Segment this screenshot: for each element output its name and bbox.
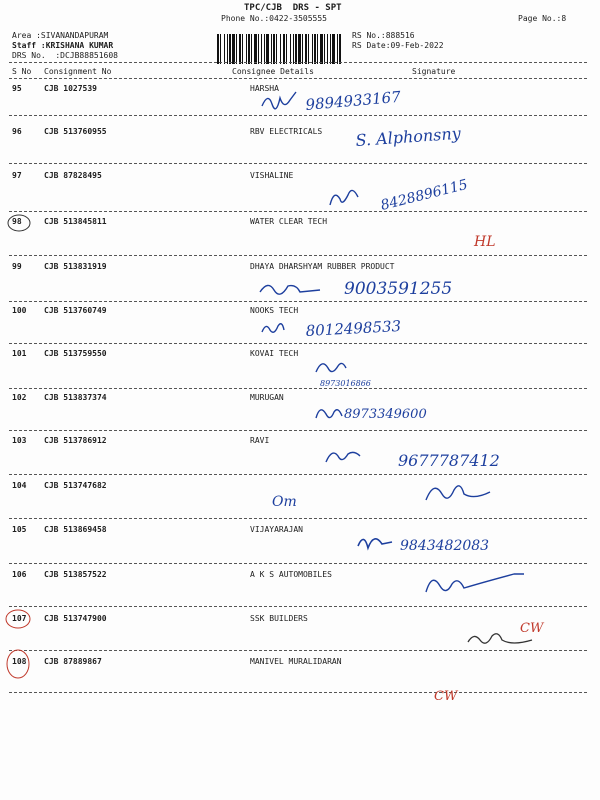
row-consignment: CJB 513759550 bbox=[44, 349, 107, 358]
drs-number: DRS No. :DCJB88851608 bbox=[12, 51, 118, 60]
col-consignment: Consignment No bbox=[44, 67, 112, 76]
table-row bbox=[0, 84, 600, 128]
barcode-bar bbox=[330, 34, 331, 64]
table-row bbox=[0, 349, 600, 393]
barcode-bar bbox=[251, 34, 252, 64]
row-divider bbox=[9, 430, 587, 431]
row-sno: 98 bbox=[12, 217, 22, 226]
barcode-bar bbox=[229, 34, 231, 64]
barcode-bar bbox=[232, 34, 235, 64]
header-rule-bottom bbox=[9, 78, 587, 79]
handwriting-96: S. Alphonsny bbox=[354, 123, 462, 150]
table-row bbox=[0, 262, 600, 306]
row-consignee: VIJAYARAJAN bbox=[250, 525, 303, 534]
phone-number: Phone No.:0422-3505555 bbox=[221, 14, 327, 23]
handwriting-101: 8973016866 bbox=[320, 379, 371, 388]
barcode-bar bbox=[327, 34, 328, 64]
row-sno: 99 bbox=[12, 262, 22, 271]
row-consignment: CJB 513845811 bbox=[44, 217, 107, 226]
row-consignment: CJB 513747900 bbox=[44, 614, 107, 623]
row-consignee: MANIVEL MURALIDARAN bbox=[250, 657, 342, 666]
row-consignment: CJB 513760749 bbox=[44, 306, 107, 315]
row-consignment: CJB 513747682 bbox=[44, 481, 107, 490]
barcode-bar bbox=[308, 34, 309, 64]
row-consignment: CJB 513760955 bbox=[44, 127, 107, 136]
table-row bbox=[0, 657, 600, 701]
row-sno: 106 bbox=[12, 570, 27, 579]
row-consignment: CJB 513857522 bbox=[44, 570, 107, 579]
barcode-bar bbox=[302, 34, 303, 64]
rs-number: RS No.:888516 bbox=[352, 31, 415, 40]
handwriting-103: 9677787412 bbox=[398, 451, 500, 470]
row-divider bbox=[9, 255, 587, 256]
barcode-bar bbox=[264, 34, 265, 64]
row-consignment: CJB 87828495 bbox=[44, 171, 102, 180]
col-consignee: Consignee Details bbox=[232, 67, 314, 76]
barcode-bar bbox=[337, 34, 338, 64]
sheet-title: TPC/CJB DRS - SPT bbox=[244, 3, 342, 13]
handwriting-102: 8973349600 bbox=[344, 407, 427, 422]
page-number: Page No.:8 bbox=[518, 14, 567, 23]
row-divider bbox=[9, 474, 587, 475]
barcode-bar bbox=[280, 34, 281, 64]
barcode-bar bbox=[236, 34, 237, 64]
barcode-bar bbox=[324, 34, 325, 64]
barcode-bar bbox=[295, 34, 297, 64]
table-row bbox=[0, 570, 600, 614]
barcode-bar bbox=[239, 34, 241, 64]
barcode-bar bbox=[227, 34, 228, 64]
row-sno: 108 bbox=[12, 657, 27, 666]
header-rule bbox=[9, 62, 587, 63]
row-divider bbox=[9, 301, 587, 302]
handwriting-100: 8012498533 bbox=[305, 317, 402, 340]
row-divider bbox=[9, 606, 587, 607]
barcode-bar bbox=[266, 34, 269, 64]
barcode-bar bbox=[293, 34, 294, 64]
area-label: Area :SIVANANDAPURAM bbox=[12, 31, 109, 40]
col-signature: Signature bbox=[412, 67, 456, 76]
handwriting-97: 8428896115 bbox=[379, 176, 470, 214]
row-divider bbox=[9, 692, 587, 693]
row-consignment: CJB 513837374 bbox=[44, 393, 107, 402]
barcode-bar bbox=[217, 34, 219, 64]
handwriting-95: 9894933167 bbox=[304, 87, 402, 114]
row-consignee: A K S AUTOMOBILES bbox=[250, 570, 332, 579]
staff-label: Staff :KRISHANA KUMAR bbox=[12, 41, 114, 50]
barcode-bar bbox=[246, 34, 247, 64]
barcode-bar bbox=[276, 34, 277, 64]
row-sno: 100 bbox=[12, 306, 27, 315]
barcode-bar bbox=[305, 34, 307, 64]
row-consignee: NOOKS TECH bbox=[250, 306, 299, 315]
barcode-bar bbox=[271, 34, 272, 64]
barcode-bar bbox=[273, 34, 275, 64]
row-sno: 107 bbox=[12, 614, 27, 623]
row-consignment: CJB 87889867 bbox=[44, 657, 102, 666]
row-consignee: SSK BUILDERS bbox=[250, 614, 308, 623]
row-divider bbox=[9, 388, 587, 389]
barcode-bar bbox=[220, 34, 221, 64]
barcode-bar bbox=[248, 34, 250, 64]
row-divider bbox=[9, 115, 587, 116]
barcode-bar bbox=[312, 34, 313, 64]
col-sno: S No bbox=[12, 67, 32, 76]
row-divider bbox=[9, 518, 587, 519]
barcode-bar bbox=[261, 34, 262, 64]
table-row bbox=[0, 614, 600, 658]
row-consignment: CJB 513869458 bbox=[44, 525, 107, 534]
rs-date: RS Date:09-Feb-2022 bbox=[352, 41, 444, 50]
row-divider bbox=[9, 163, 587, 164]
row-consignee: WATER CLEAR TECH bbox=[250, 217, 328, 226]
row-divider bbox=[9, 563, 587, 564]
barcode-bar bbox=[320, 34, 323, 64]
row-consignment: CJB 1027539 bbox=[44, 84, 97, 93]
barcode-bar bbox=[339, 34, 341, 64]
barcode-bar bbox=[258, 34, 259, 64]
row-divider bbox=[9, 343, 587, 344]
handwriting-99: 9003591255 bbox=[344, 279, 453, 299]
row-consignment: CJB 513831919 bbox=[44, 262, 107, 271]
row-divider bbox=[9, 211, 587, 212]
handwriting-98: HL bbox=[474, 234, 496, 250]
barcode-bar bbox=[242, 34, 243, 64]
row-sno: 104 bbox=[12, 481, 27, 490]
row-consignee: KOVAI TECH bbox=[250, 349, 299, 358]
handwriting-108: CW bbox=[434, 689, 458, 704]
row-consignee: RAVI bbox=[250, 436, 270, 445]
row-consignee: VISHALINE bbox=[250, 171, 294, 180]
barcode-bar bbox=[314, 34, 316, 64]
row-sno: 97 bbox=[12, 171, 22, 180]
row-sno: 103 bbox=[12, 436, 27, 445]
handwriting-105: 9843482083 bbox=[400, 538, 490, 554]
row-consignee: RBV ELECTRICALS bbox=[250, 127, 323, 136]
barcode-bar bbox=[283, 34, 285, 64]
barcode bbox=[216, 33, 344, 65]
handwriting-107: CW bbox=[520, 621, 544, 636]
row-consignee: MURUGAN bbox=[250, 393, 284, 402]
row-sno: 96 bbox=[12, 127, 22, 136]
barcode-bar bbox=[224, 34, 225, 64]
handwriting-104: Om bbox=[272, 494, 297, 510]
row-sno: 101 bbox=[12, 349, 27, 358]
barcode-bar bbox=[332, 34, 335, 64]
row-sno: 95 bbox=[12, 84, 22, 93]
row-divider bbox=[9, 650, 587, 651]
row-consignee: HARSHA bbox=[250, 84, 279, 93]
row-sno: 102 bbox=[12, 393, 27, 402]
barcode-bar bbox=[290, 34, 291, 64]
barcode-bar bbox=[317, 34, 318, 64]
table-row bbox=[0, 171, 600, 215]
row-consignment: CJB 513786912 bbox=[44, 436, 107, 445]
barcode-bar bbox=[298, 34, 301, 64]
table-row bbox=[0, 127, 600, 171]
row-consignee: DHAYA DHARSHYAM RUBBER PRODUCT bbox=[250, 262, 395, 271]
barcode-bar bbox=[254, 34, 257, 64]
row-sno: 105 bbox=[12, 525, 27, 534]
barcode-bar bbox=[286, 34, 287, 64]
